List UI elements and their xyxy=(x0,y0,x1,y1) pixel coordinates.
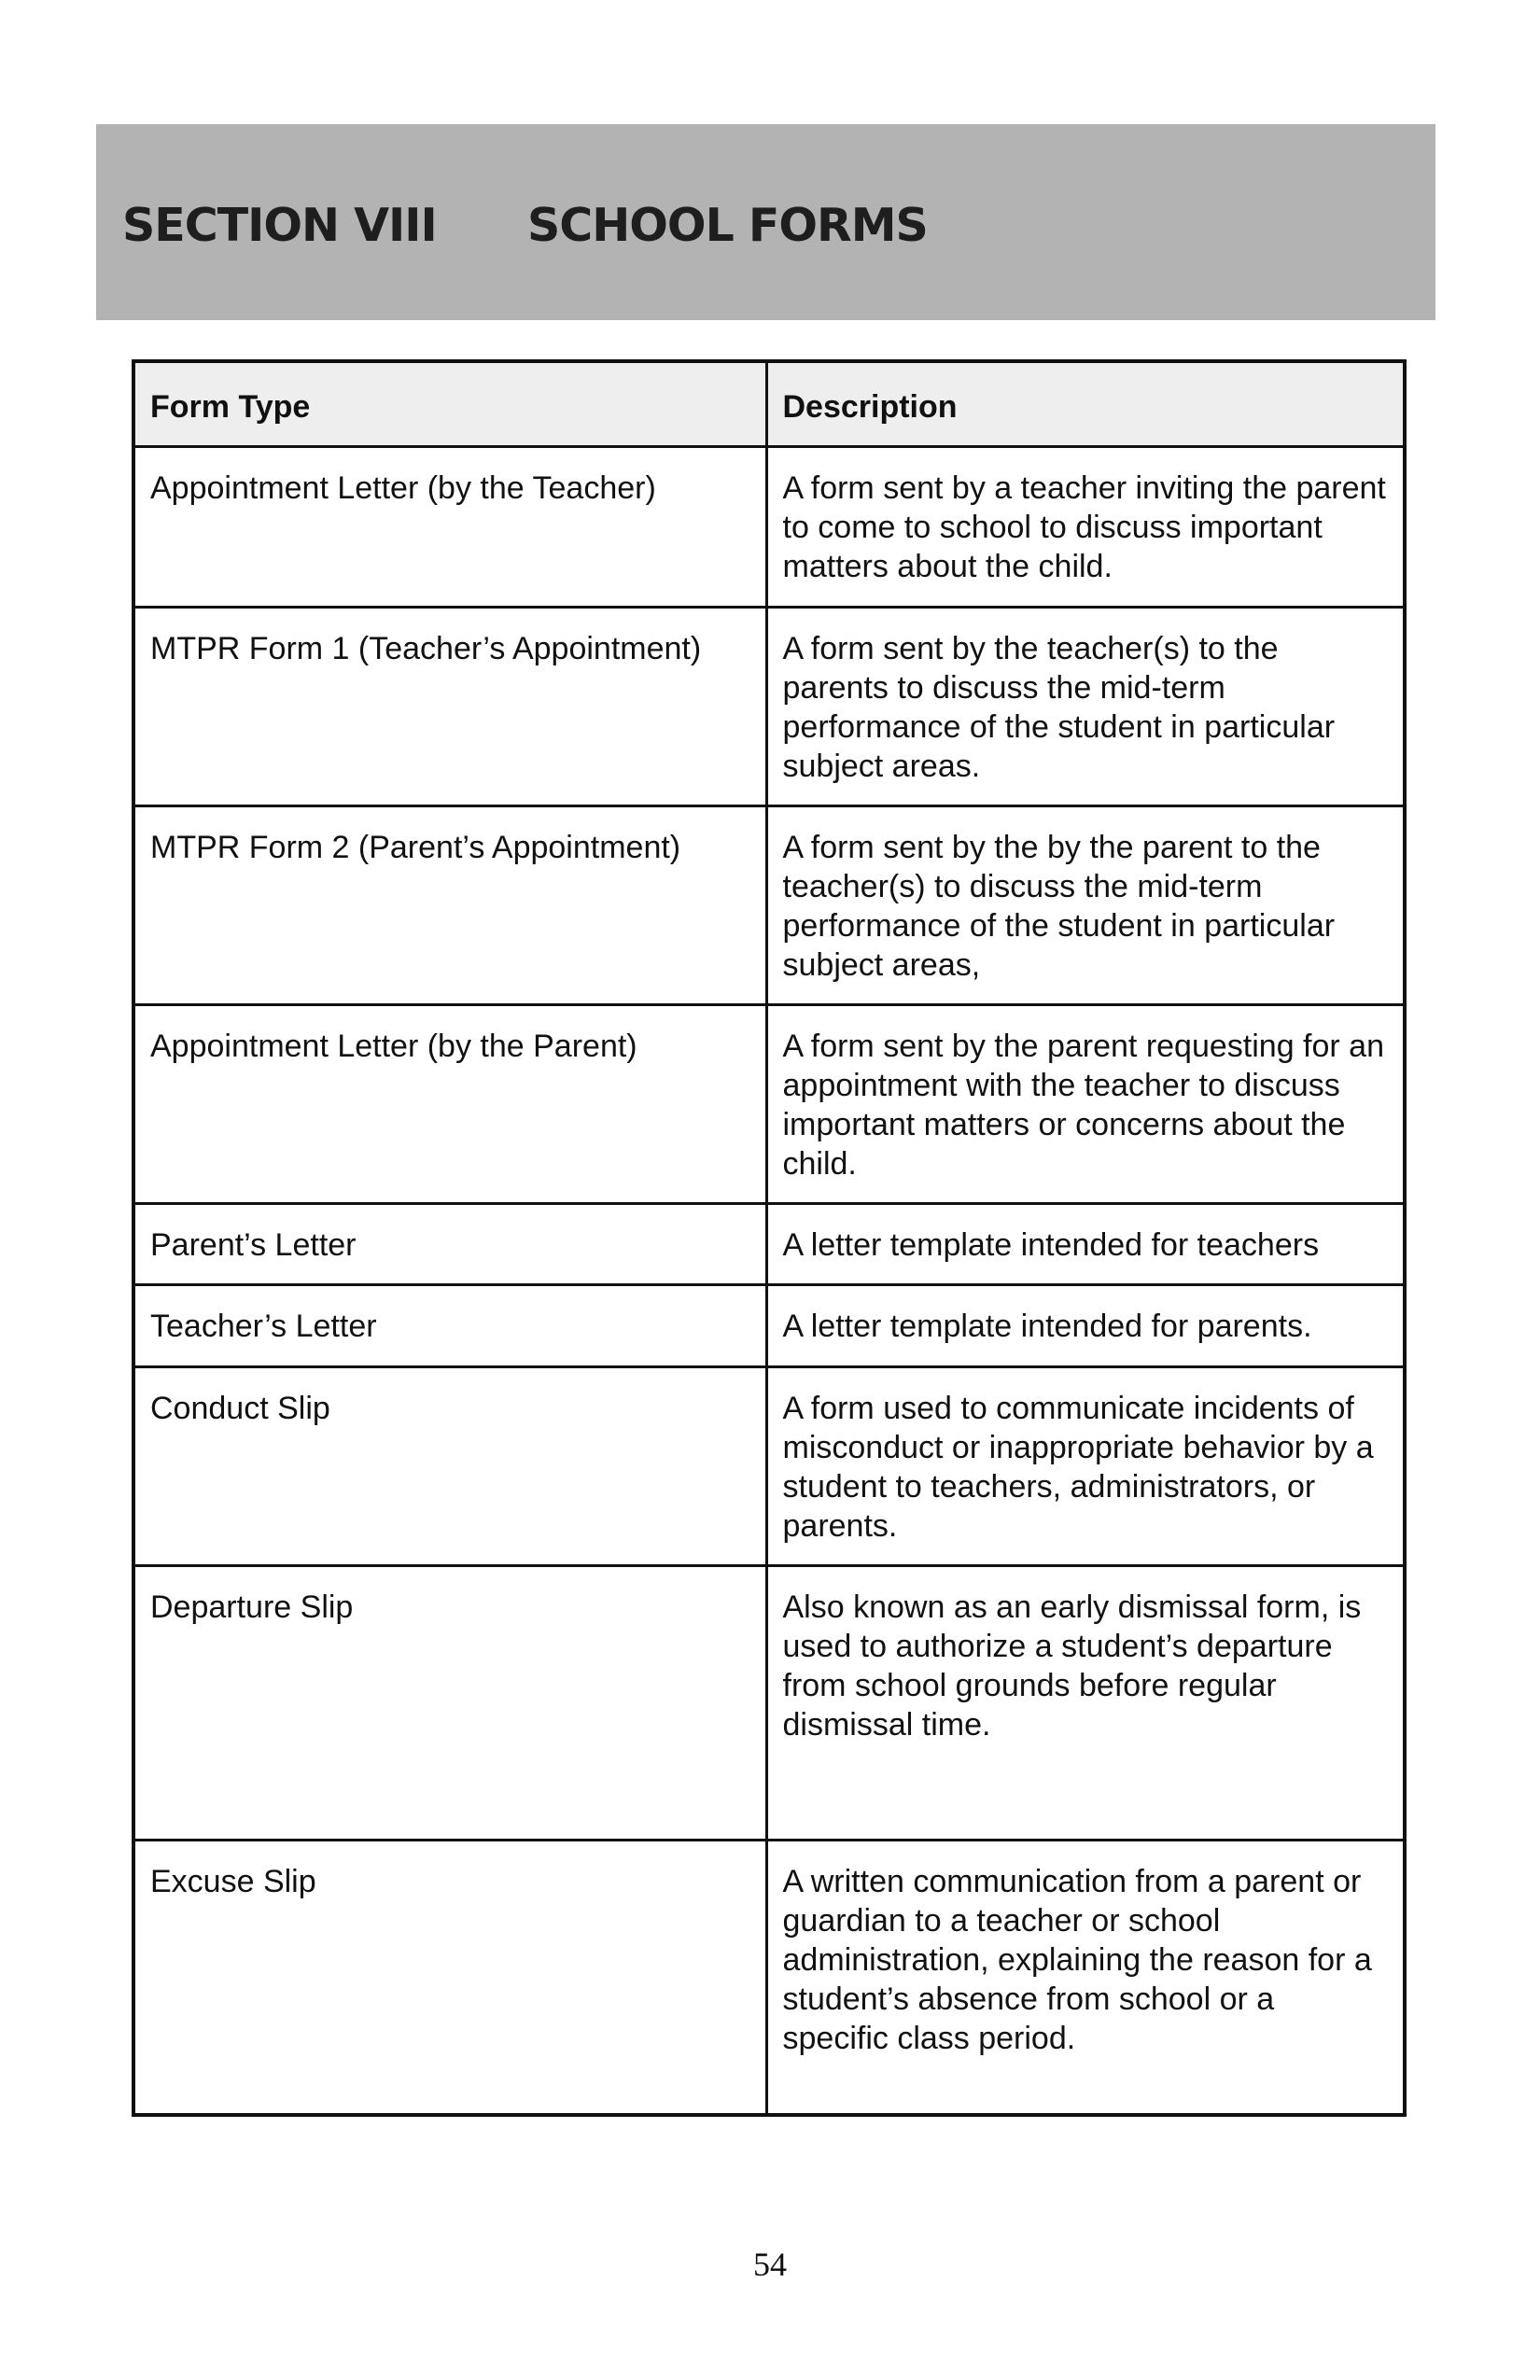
column-header-form-type: Form Type xyxy=(133,361,766,447)
table-row xyxy=(133,447,1405,608)
column-header-description: Description xyxy=(766,361,1405,447)
description-cell: A letter template intended for teachers xyxy=(766,1204,1405,1285)
form-type-cell: Parent’s Letter xyxy=(133,1204,766,1285)
table-header-row xyxy=(133,361,1405,447)
school-forms-table xyxy=(132,359,1407,2117)
form-type-cell: Excuse Slip xyxy=(133,1841,766,2115)
description-cell: A letter template intended for parents. xyxy=(766,1285,1405,1367)
description-cell: A written communication from a parent or guardian to a teacher or school administration, explaining the reason for a student’s absence from school or a specific class period. xyxy=(766,1841,1405,2115)
form-type-cell: Teacher’s Letter xyxy=(133,1285,766,1367)
description-cell: Also known as an early dismissal form, is used to authorize a student’s departure from school grounds before regular dismissal time. xyxy=(766,1566,1405,1841)
table-row xyxy=(133,1285,1405,1367)
section-banner xyxy=(96,124,1435,320)
table-row xyxy=(133,1566,1405,1841)
description-cell: A form used to communicate incidents of misconduct or inappropriate behavior by a student to teachers, administrators, or parents. xyxy=(766,1367,1405,1566)
form-type-cell: Appointment Letter (by the Parent) xyxy=(133,1005,766,1204)
page-number: 54 xyxy=(753,2246,787,2283)
table-row xyxy=(133,608,1405,806)
section-number: SECTION VIII xyxy=(122,199,437,252)
form-type-cell: MTPR Form 1 (Teacher’s Appointment) xyxy=(133,608,766,806)
form-type-cell: Conduct Slip xyxy=(133,1367,766,1566)
form-type-cell: Appointment Letter (by the Teacher) xyxy=(133,447,766,608)
form-type-cell: Departure Slip xyxy=(133,1566,766,1841)
table-row xyxy=(133,1005,1405,1204)
description-cell: A form sent by the parent requesting for an appointment with the teacher to discuss important matters or concerns about the child. xyxy=(766,1005,1405,1204)
table-row xyxy=(133,1204,1405,1285)
table-row xyxy=(133,806,1405,1005)
form-type-cell: MTPR Form 2 (Parent’s Appointment) xyxy=(133,806,766,1005)
description-cell: A form sent by the by the parent to the teacher(s) to discuss the mid-term performance of the student in particular subject areas, xyxy=(766,806,1405,1005)
description-cell: A form sent by a teacher inviting the parent to come to school to discuss important matters about the child. xyxy=(766,447,1405,608)
description-cell: A form sent by the teacher(s) to the parents to discuss the mid-term performance of the student in particular subject areas. xyxy=(766,608,1405,806)
section-title: SCHOOL FORMS xyxy=(527,199,928,252)
table-row xyxy=(133,1841,1405,2115)
table-row xyxy=(133,1367,1405,1566)
